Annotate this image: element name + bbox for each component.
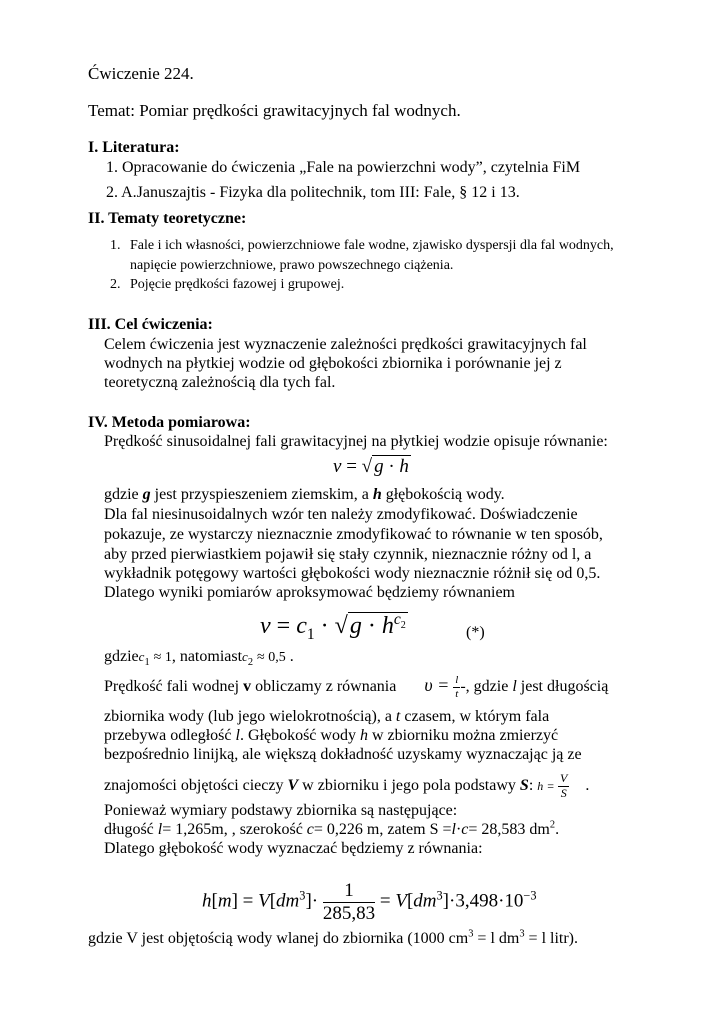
- tank-text: zbiornika wody (lub jego wielokrotnością), a t czasem, w którym fala: [104, 708, 550, 725]
- final-note: gdzie V jest objętością wody wlanej do zbiornika (1000 $cm^3 = l$ $dm^3 = l$ litr).: [88, 928, 579, 947]
- dimensions-intro: Ponieważ wymiary podstawy zbiornika są następujące:: [104, 802, 458, 819]
- method-heading: IV. Metoda pomiarowa:: [88, 414, 251, 431]
- where-g-line: gdzie g jest przyspieszeniem ziemskim, a h głębokością wody.: [104, 486, 505, 503]
- method-intro: Prędkość sinusoidalnej fali grawitacyjnej na płytkiej wodzie opisuje równanie:: [104, 433, 608, 450]
- literature-heading: I. Literatura:: [88, 139, 180, 156]
- equation-approximation: $v = c_1 \cdot √g \cdot h^{c_2}$: [260, 611, 406, 643]
- goal-text: teoretyczną zależnością dla tych fal.: [104, 374, 336, 391]
- theory-item-number: 1.: [110, 238, 121, 253]
- equation-shallow-wave: v = √ g · h: [333, 456, 409, 477]
- goal-text: Celem ćwiczenia jest wyznaczenie zależności prędkości grawitacyjnych fal: [104, 336, 587, 353]
- method-paragraph: Dlatego wyniki pomiarów aproksymować będziemy równaniem: [104, 584, 515, 601]
- theory-item-text: napięcie powierzchniowe, prawo powszechnego ciążenia.: [130, 258, 454, 273]
- goal-heading: III. Cel ćwiczenia:: [88, 316, 213, 333]
- dimensions-values: długość l= 1,265m, , szerokość c= 0,226 m, zatem S =l·c= 28,583 $dm^2$.: [104, 819, 560, 838]
- method-paragraph: wykładnik potęgowy wartości głębokości wody nieznacznie różnił się od 0,5.: [104, 565, 601, 582]
- method-paragraph: Dla fal niesinusoidalnych wzór ten należy zmodyfikować. Doświadczenie: [104, 506, 578, 523]
- exercise-title: Ćwiczenie 224.: [88, 64, 194, 83]
- equation-marker: (*): [466, 624, 485, 641]
- topic-line: Temat: Pomiar prędkości grawitacyjnych fal wodnych.: [88, 101, 461, 120]
- wave-speed-line: Prędkość fali wodnej v obliczamy z równania υ = $\frac{l}{t}$ -, gdzie l jest długością: [104, 674, 609, 700]
- method-paragraph: pokazuje, ze wystarczy nieznacznie zmodyfikować to równanie w ten sposób,: [104, 526, 603, 543]
- tank-text: przebywa odległość l. Głębokość wody h w zbiorniku można zmierzyć: [104, 727, 559, 744]
- theory-item-text: Pojęcie prędkości fazowej i grupowej.: [130, 277, 345, 292]
- where-c-line: gdziec$_1$ ≈ 1, natomiastc$_2$ ≈ 0,5 .: [104, 648, 294, 669]
- tank-text: bezpośrednio linijką, ale większą dokładność uzyskamy wyznaczając ją ze: [104, 746, 582, 763]
- theory-item-number: 2.: [110, 277, 121, 292]
- literature-item: 2. A.Januszajtis - Fizyka dla politechnik, tom III: Fale, § 12 i 13.: [106, 184, 520, 201]
- method-paragraph: aby przed pierwiastkiem pojawił się stały czynnik, nieznacznie różny od l, a: [104, 546, 592, 563]
- dimensions-outro: Dlatego głębokość wody wyznaczać będziemy z równania:: [104, 840, 483, 857]
- volume-line: znajomości objętości cieczy V w zbiorniku i jego pola podstawy S: h = $\frac{V}{S}$ .: [104, 771, 590, 800]
- theory-heading: II. Tematy teoretyczne:: [88, 210, 247, 227]
- theory-item-text: Fale i ich własności, powierzchniowe fale wodne, zjawisko dyspersji dla fal wodnych,: [130, 238, 614, 253]
- equation-depth: $h[m] = V[dm^3]\cdot$ $\frac{1}{285,83}$ = $V[dm^3]\cdot 3,498\cdot 10^{-3}$: [202, 880, 537, 924]
- goal-text: wodnych na płytkiej wodzie od głębokości zbiornika i porównanie jej z: [104, 355, 562, 372]
- literature-item: 1. Opracowanie do ćwiczenia „Fale na powierzchni wody”, czytelnia FiM: [106, 159, 581, 176]
